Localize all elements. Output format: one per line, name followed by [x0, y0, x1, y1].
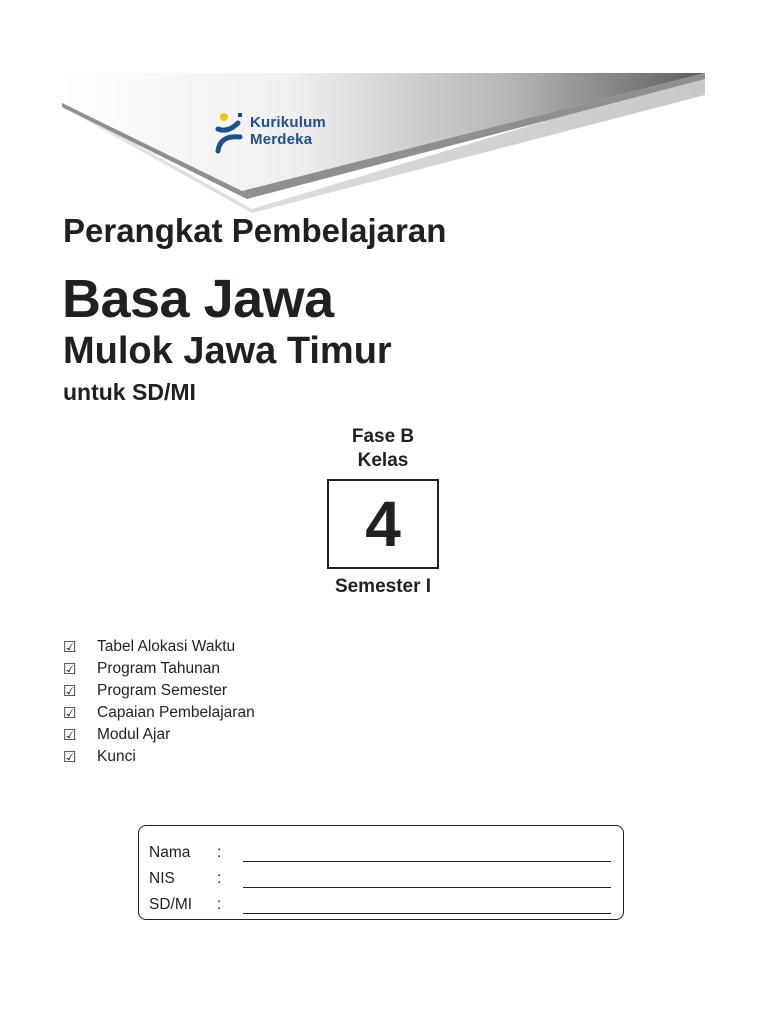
identity-label: Nama: [149, 844, 191, 861]
checkbox-checked-icon: ☑: [63, 705, 77, 722]
identity-label: SD/MI: [149, 896, 193, 913]
kurikulum-merdeka-logo: [214, 111, 354, 157]
sdmi-write-line[interactable]: [243, 895, 611, 914]
grade-number-box: 4: [327, 479, 439, 569]
checklist-item: [63, 746, 255, 768]
checklist-item-label: Capaian Pembelajaran: [97, 704, 255, 721]
grade-block: [283, 425, 483, 598]
identity-row-sdmi: [149, 888, 611, 914]
identity-row-nis: [149, 862, 611, 888]
checklist-item: [63, 658, 255, 680]
contents-checklist: [63, 636, 255, 768]
logo-line-2: Merdeka: [250, 131, 313, 148]
fase-label: Fase B: [351, 426, 415, 447]
logo-line-1: Kurikulum: [250, 114, 326, 131]
logo-mark-icon: [214, 111, 246, 157]
identity-colon: :: [217, 870, 222, 887]
header-banner: [62, 73, 705, 213]
cover-title: Basa Jawa: [62, 269, 334, 329]
identity-colon: :: [217, 844, 222, 861]
checklist-item: [63, 680, 255, 702]
nama-write-line[interactable]: [243, 843, 611, 862]
checklist-item: [63, 702, 255, 724]
checklist-item-label: Program Semester: [97, 682, 228, 699]
checkbox-checked-icon: ☑: [63, 727, 77, 744]
checkbox-checked-icon: ☑: [63, 749, 77, 766]
checkbox-checked-icon: ☑: [63, 661, 77, 678]
cover-subtitle: Perangkat Pembelajaran: [63, 212, 447, 249]
checklist-item-label: Tabel Alokasi Waktu: [97, 638, 236, 655]
identity-row-nama: [149, 836, 611, 862]
cover-audience: untuk SD/MI: [63, 379, 196, 405]
checklist-item-label: Kunci: [97, 748, 136, 765]
semester-label: Semester I: [334, 576, 432, 597]
identity-colon: :: [217, 896, 222, 913]
nis-write-line[interactable]: [243, 869, 611, 888]
checklist-item-label: Modul Ajar: [97, 726, 171, 743]
checklist-item: [63, 724, 255, 746]
checklist-item: [63, 636, 255, 658]
checklist-item-label: Program Tahunan: [97, 660, 220, 677]
identity-label: NIS: [149, 870, 175, 887]
checkbox-checked-icon: ☑: [63, 683, 77, 700]
cover-mulok: Mulok Jawa Timur: [63, 330, 392, 372]
checkbox-checked-icon: ☑: [63, 639, 77, 656]
logo-text: [250, 114, 326, 148]
student-identity-box: [138, 825, 624, 920]
kelas-label: Kelas: [357, 450, 409, 471]
